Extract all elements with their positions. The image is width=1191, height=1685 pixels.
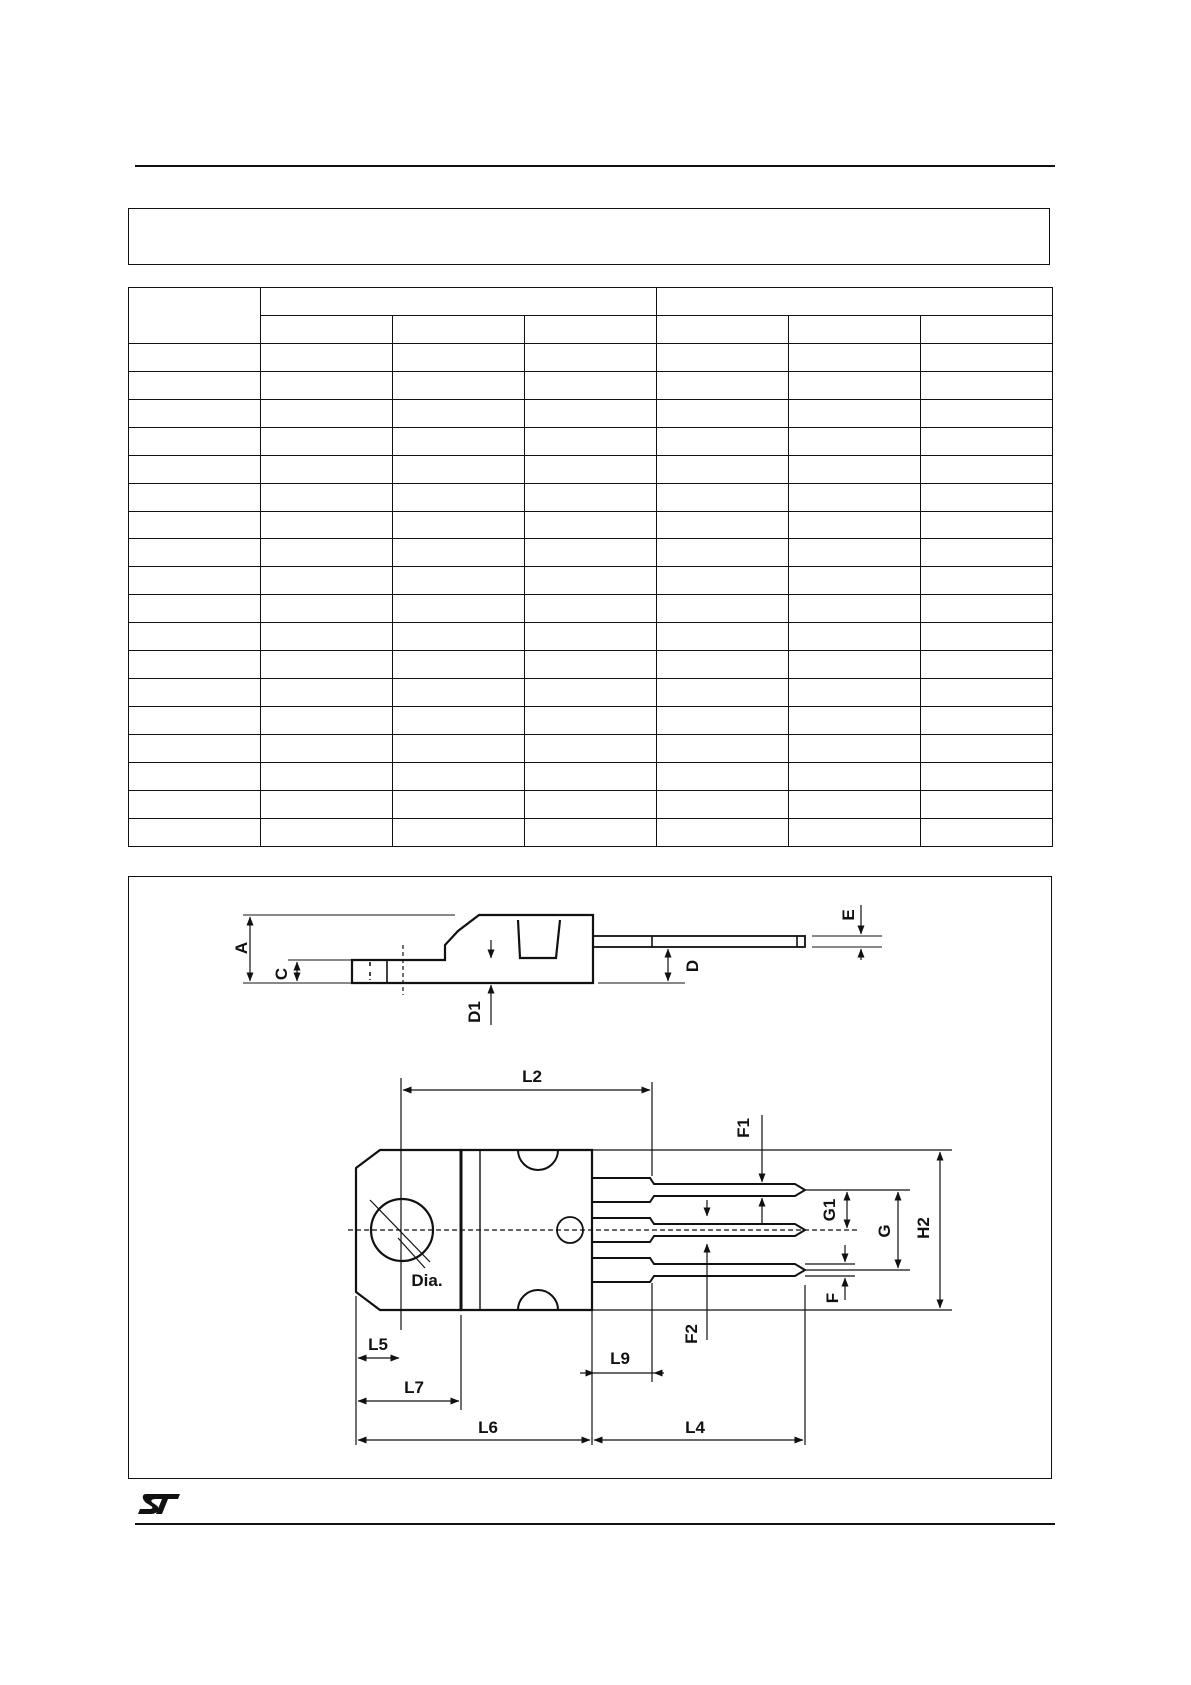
dim-label-L4: L4 [685,1418,705,1437]
dim-label-F: F [823,1292,842,1304]
dim-label-L5: L5 [368,1335,388,1354]
dim-label-D1: D1 [465,1001,484,1023]
dim-label-G1: G1 [820,1198,839,1222]
dim-label-H2: H2 [914,1217,933,1239]
dim-label-C: C [272,967,291,981]
side-view [243,905,882,1025]
st-logo [136,1492,184,1518]
top-view [348,1078,952,1445]
dim-label-G: G [875,1224,894,1238]
dim-label-E: E [839,909,858,921]
dim-label-L2: L2 [522,1067,542,1086]
dim-label-A: A [232,941,251,955]
dim-label-L9: L9 [610,1349,630,1368]
footer-rule [135,1523,1055,1525]
dim-label-F1: F1 [734,1118,753,1138]
dim-label-dia: Dia. [411,1271,443,1290]
dim-label-F2: F2 [682,1324,701,1344]
dim-label-D: D [683,959,702,973]
dim-label-L7: L7 [404,1378,424,1397]
dim-label-L6: L6 [478,1418,498,1437]
